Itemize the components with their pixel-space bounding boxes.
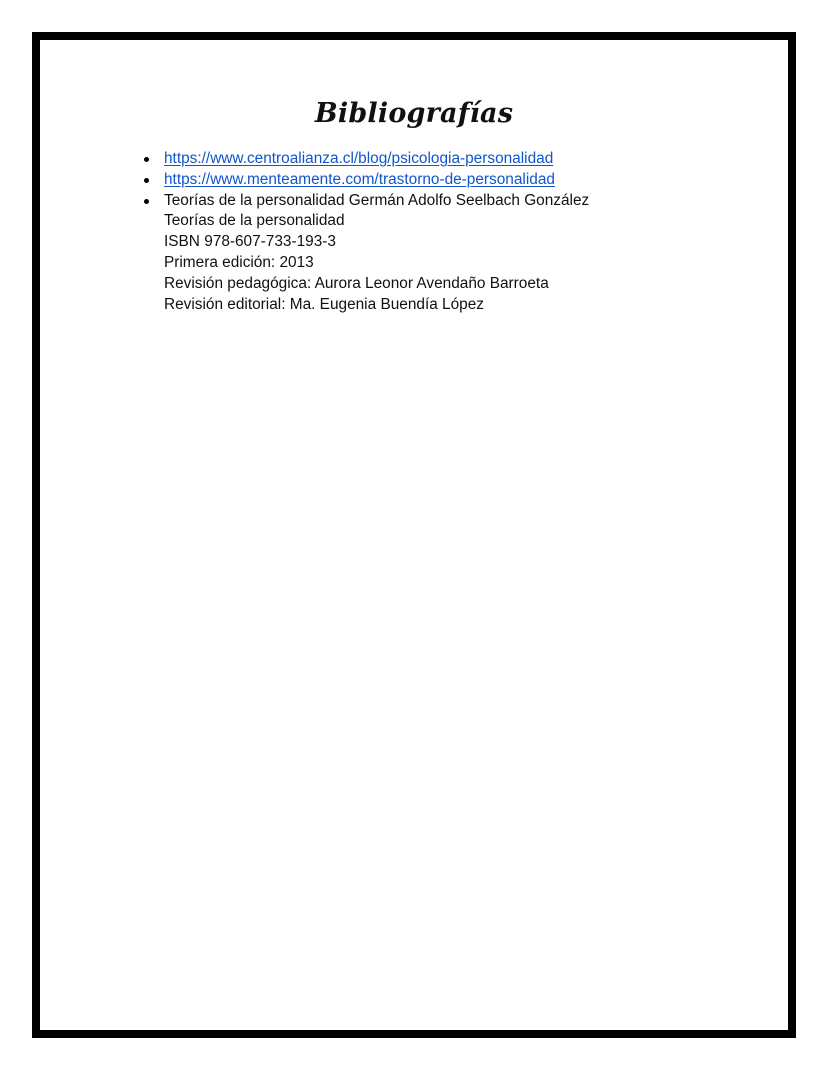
bullet-icon [144,199,149,204]
bullet-icon [144,157,149,162]
bibliography-item-link-2 [132,170,589,191]
link-menteamente[interactable]: https://www.menteamente.com/trastorno-de-personalidad [164,170,555,188]
page-border-frame [32,32,796,1038]
book-edition: Primera edición: 2013 [164,253,314,271]
book-title: Teorías de la personalidad [164,212,345,230]
bibliography-list [132,149,589,315]
book-isbn: ISBN 978-607-733-193-3 [164,233,336,251]
bibliography-item-book [132,191,589,316]
bibliography-item-link-1 [132,149,589,170]
book-reference-author: Teorías de la personalidad Germán Adolfo Seelbach González [164,191,590,209]
bullet-icon [144,178,149,183]
link-centroalianza[interactable]: https://www.centroalianza.cl/blog/psicologia-personalidad [164,150,554,167]
book-editorial-review: Revisión editorial: Ma. Eugenia Buendía López [164,295,484,313]
page-title: Bibliografías [314,98,514,129]
book-pedagogical-review: Revisión pedagógica: Aurora Leonor Avendaño Barroeta [164,274,549,292]
